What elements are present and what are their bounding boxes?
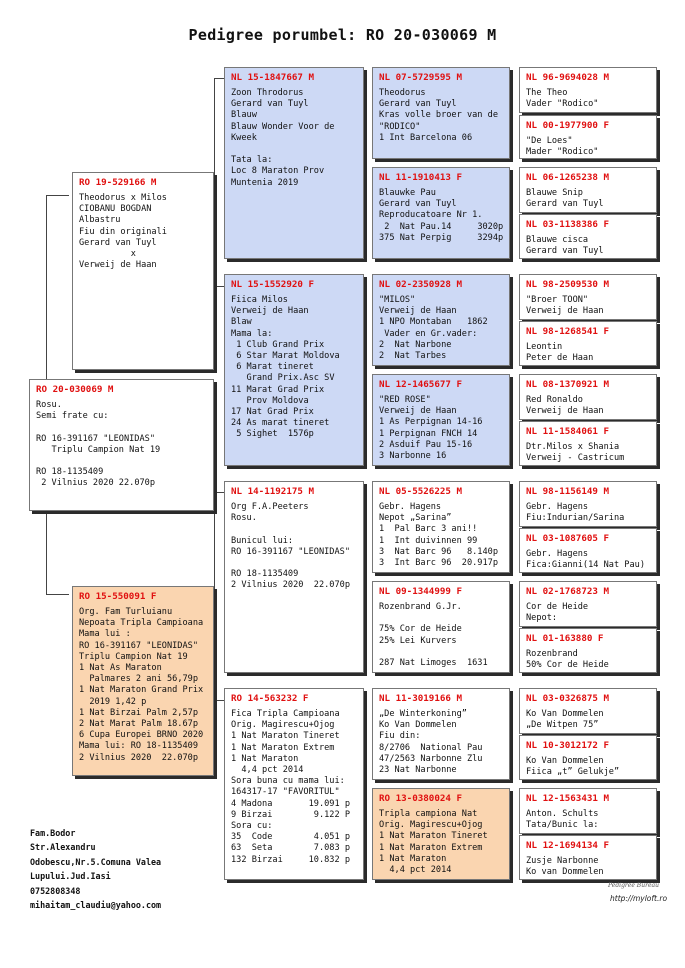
owner-phone: 0752808348 [30,885,81,896]
pedigree-box-g4-11 [519,581,657,627]
pigeon-notes: "RED ROSE" Verweij de Haan 1 As Perpignan 14-16 1 Perpignan FNCH 14 2 Asduif Pau 15-16 3 Narbonne 16 [379,395,483,462]
pedigree-box-sire [72,172,214,370]
pedigree-box-g3-8 [372,788,510,880]
pigeon-notes: Gebr. Hagens Fica:Gianni(14 Nat Pau) [526,549,645,571]
ring-number: NL 15-1552920 F [231,279,314,290]
pigeon-notes: Zusje Narbonne Ko van Dommelen [526,856,604,878]
pigeon-notes: Org F.A.Peeters Rosu. Bunicul lui: RO 16-391167 "LEONIDAS" RO 18-1135409 2 Vilnius 2020 22.070p [231,502,350,591]
ring-number: RO 19-529166 M [79,177,157,188]
pedigree-box-g3-6 [372,581,510,673]
ring-number: NL 98-2509530 M [526,279,609,290]
pigeon-notes: Blauwke Pau Gerard van Tuyl Reproducatoare Nr 1. 2 Nat Pau.14 3020p 375 Nat Perpig 3294p [379,188,504,243]
pedigree-box-g4-1 [519,67,657,113]
pigeon-notes: Gebr. Hagens Fiu:Indurian/Sarina [526,502,625,524]
pigeon-notes: Cor de Heide Nepot: [526,602,589,624]
pedigree-box-g4-16 [519,835,657,880]
ring-number: NL 03-0326875 M [526,693,609,704]
pedigree-box-dam-dam [224,688,364,880]
pigeon-notes: Rozenbrand G.Jr. 75% Cor de Heide 25% Lei Kurvers 287 Nat Limoges 1631 [379,602,488,669]
ring-number: NL 11-1910413 F [379,172,462,183]
pedigree-box-g4-2 [519,115,657,159]
pedigree-box-g3-2 [372,167,510,259]
pigeon-notes: Leontin Peter de Haan [526,342,594,364]
ring-number: NL 10-3012172 F [526,740,609,751]
pigeon-notes: Tripla campiona Nat Orig. Magirescu+Ojog 1 Nat Maraton Tineret 1 Nat Maraton Extrem 1 Nat Maraton 4,4 pct 2014 [379,809,488,876]
pedigree-box-g3-5 [372,481,510,573]
pedigree-box-g4-13 [519,688,657,734]
ring-number: NL 12-1465677 F [379,379,462,390]
pedigree-box-sire-dam [224,274,364,466]
ring-number: NL 07-5729595 M [379,72,462,83]
pigeon-notes: Anton. Schults Tata/Bunic la: [526,809,599,831]
owner-address-line: Str.Alexandru [30,842,96,853]
ring-number: NL 09-1344999 F [379,586,462,597]
owner-address-line: Lupului.Jud.Iasi [30,871,111,882]
ring-number: NL 12-1563431 M [526,793,609,804]
ring-number: NL 00-1977900 F [526,120,609,131]
ring-number: NL 01-163880 F [526,633,604,644]
pigeon-notes: Ko Van Dommelen Fiica „t” Gelukje” [526,756,620,778]
pigeon-notes: Red Ronaldo Verweij de Haan [526,395,604,417]
pedigree-box-g4-5 [519,274,657,320]
pedigree-box-g3-7 [372,688,510,780]
ring-number: RO 14-563232 F [231,693,309,704]
ring-number: NL 03-1087605 F [526,533,609,544]
pigeon-notes: "MILOS" Verweij de Haan 1 NPO Montaban 1862 Vader en Gr.vader: 2 Nat Narbone 2 Nat Tarbes [379,295,488,362]
pedigree-box-g4-7 [519,374,657,420]
ring-number: NL 05-5526225 M [379,486,462,497]
ring-number: NL 08-1370921 M [526,379,609,390]
page-title: Pedigree porumbel: RO 20-030069 M [188,26,497,44]
pedigree-box-g3-1 [372,67,510,159]
ring-number: NL 03-1138386 F [526,219,609,230]
pedigree-box-g4-9 [519,481,657,527]
pedigree-box-g4-12 [519,628,657,673]
pigeon-notes: Fiica Milos Verweij de Haan Blaw Mama la: 1 Club Grand Prix 6 Star Marat Moldova 6 Marat tineret Grand Prix.Asc SV 11 Marat Grad Prix Prov Moldova 17 Nat Grad Prix 24 As marat tineret 5 Sighet 1576p [231,295,340,440]
ring-number: NL 11-1584061 F [526,426,609,437]
pigeon-notes: Rozenbrand 50% Cor de Heide [526,649,609,671]
ring-number: NL 98-1268541 F [526,326,609,337]
ring-number: RO 13-0380024 F [379,793,462,804]
connector [214,492,224,701]
pigeon-notes: Blauwe Snip Gerard van Tuyl [526,188,604,210]
ring-number: NL 12-1694134 F [526,840,609,851]
pigeon-notes: Theodorus Gerard van Tuyl Kras volle broer van de "RODICO" 1 Int Barcelona 06 [379,88,498,143]
pigeon-notes: The Theo Vader "Rodico" [526,88,599,110]
pigeon-notes: „De Winterkoning” Ko Van Dommelen Fiu din: 8/2706 National Pau 47/2563 Narbonne Zlu 23 Nat Narbonne [379,709,483,776]
pedigree-box-g4-14 [519,735,657,780]
pedigree-box-subject [29,379,214,511]
footer-url[interactable]: http://myloft.ro [610,894,668,903]
ring-number: RO 20-030069 M [36,384,114,395]
ring-number: NL 06-1265238 M [526,172,609,183]
pedigree-box-g3-4 [372,374,510,466]
connector [46,512,69,595]
pedigree-box-g4-6 [519,321,657,366]
pedigree-box-g4-10 [519,528,657,573]
ring-number: NL 02-2350928 M [379,279,462,290]
owner-email: mihaitam_claudiu@yahoo.com [30,900,162,911]
ring-number: NL 11-3019166 M [379,693,462,704]
connector [214,78,224,287]
ring-number: NL 14-1192175 M [231,486,314,497]
pigeon-notes: Zoon Throdorus Gerard van Tuyl Blauw Blauw Wonder Voor de Kweek Tata la: Loc 8 Maraton Prov Muntenia 2019 [231,88,335,188]
logo: Pedigree Bureau [608,882,659,889]
pedigree-box-g4-15 [519,788,657,834]
ring-number: RO 15-550091 F [79,591,157,602]
ring-number: NL 15-1847667 M [231,72,314,83]
pedigree-box-sire-sire [224,67,364,259]
pigeon-notes: Dtr.Milos x Shania Verweij - Castricum [526,442,625,464]
pedigree-box-dam-sire [224,481,364,673]
owner-address-line: Odobescu,Nr.5.Comuna Valea [30,856,162,867]
ring-number: NL 96-9694028 M [526,72,609,83]
owner-name: Fam.Bodor [30,828,76,838]
pedigree-box-g3-3 [372,274,510,366]
ring-number: NL 98-1156149 M [526,486,609,497]
ring-number: NL 02-1768723 M [526,586,609,597]
pigeon-notes: Org. Fam Turluianu Nepoata Tripla Campioana Mama lui : RO 16-391167 "LEONIDAS" Triplu Campion Nat 19 1 Nat As Maraton Palmares 2 ani 56,79p 1 Nat Maraton Grand Prix 2019 1,42 p 1 Nat Birzai Palm 2,57p 2 Nat Marat Palm 18.67p 6 Cupa Europei BRNO 2020 Mama lui: RO 18-1135409 2 Vilnius 2020 22.070p [79,607,204,763]
pedigree-box-g4-8 [519,421,657,466]
owner-contact [30,826,161,912]
pedigree-box-dam [72,586,214,776]
pigeon-notes: Fica Tripla Campioana Orig. Magirescu+Ojog 1 Nat Maraton Tineret 1 Nat Maraton Extrem 1 Nat Maraton 4,4 pct 2014 Sora buna cu mama lui: 164317-17 "FAVORITUL" 4 Madona 19.091 p 9 Birzai 9.122 P Sora cu: 35 Code 4.051 p 63 Seta 7.083 p 132 Birzai 10.832 p [231,709,350,865]
pedigree-box-g4-4 [519,214,657,259]
pigeon-notes: "De Loes" Mader "Rodico" [526,136,599,158]
pigeon-notes: Ko Van Dommelen „De Witpen 75” [526,709,604,731]
pigeon-notes: "Broer TOON" Verweij de Haan [526,295,604,317]
pigeon-notes: Gebr. Hagens Nepot „Sarina” 1 Pal Barc 3 ani!! 1 Int duivinnen 99 3 Nat Barc 96 8.140p 3 Int Barc 96 20.917p [379,502,498,569]
pigeon-notes: Theodorus x Milos CIOBANU BOGDAN Albastru Fiu din originali Gerard van Tuyl x Verweij de Haan [79,193,167,271]
pigeon-notes: Blauwe cisca Gerard van Tuyl [526,235,604,257]
connector [46,195,69,380]
pigeon-notes: Rosu. Semi frate cu: RO 16-391167 "LEONIDAS" Triplu Campion Nat 19 RO 18-1135409 2 Vilnius 2020 22.070p [36,400,161,489]
pedigree-box-g4-3 [519,167,657,213]
